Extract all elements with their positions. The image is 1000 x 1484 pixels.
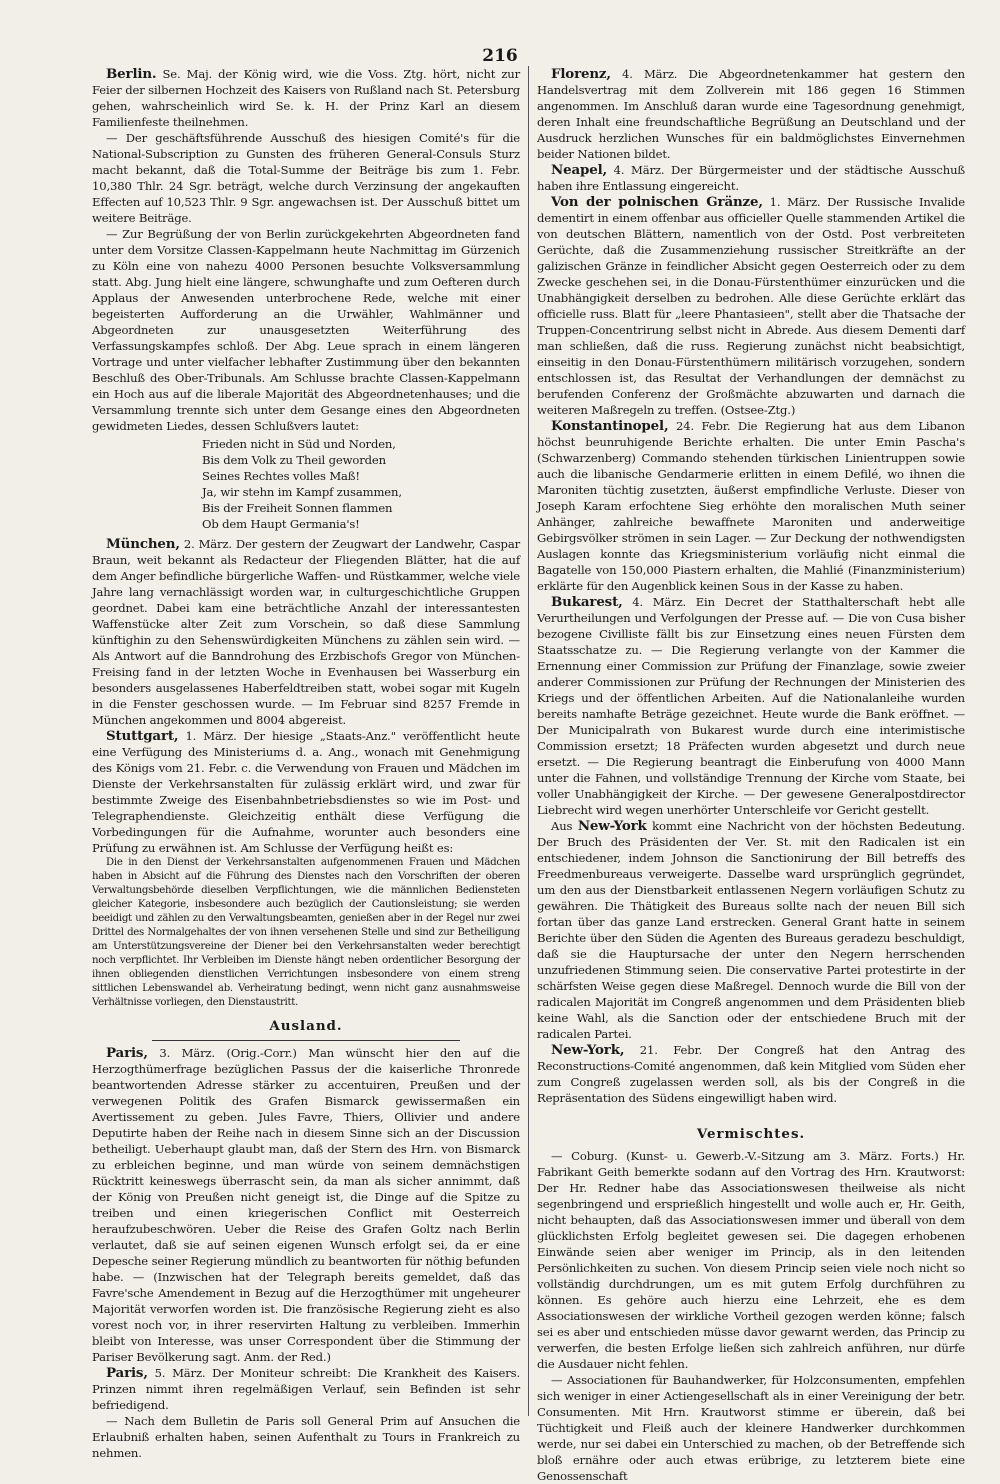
article-text: 1. März. Der Russische Invalide dementirt in einem offenbar aus officieller Quelle stammenden Artikel die von deutschen Blättern, namentlich von der Ostd. Post verbreiteten Gerüchte, daß die Zusammenziehung russischer Streitkräfte an der galizischen Gränze in feindlicher Absicht gegen Oesterreich oder zu dem Zwecke geschehen sei, in die Donau-Fürstenthümer einzurücken und die Unabhängigkeit derselben zu bedrohen. Alle diese Gerüchte erklärt das officielle russ. Blatt für „leere Phantasieen", stellt aber die Thatsache der Truppen-Concentrirung selbst nicht in Abrede. Aus diesem Dementi darf man schließen, daß die russ. Regierung zunächst nicht beabsichtigt, einseitig in den Donau-Fürstenthümern militärisch vorzugehen, sondern entschlossen ist, das Resultat der Verhandlungen der demnächst zu berufenden Conferenz der Großmächte abzuwarten und darnach die weiteren Maßregeln zu treffen. (Ostsee-Ztg.) [537,195,965,417]
article-paragraph [92,728,520,856]
article-paragraph [92,1413,520,1461]
poem-verse [202,436,520,532]
verse-line: Ja, wir stehn im Kampf zusammen, [202,485,402,499]
article-text: — Nach dem Bulletin de Paris soll General Prim auf Ansuchen die Erlaubniß erhalten haben, seinen Aufenthalt zu Tours in Frankreich zu nehmen. [92,1414,520,1460]
article-paragraph [537,1042,965,1106]
article-text: 21. Febr. Der Congreß hat den Antrag des Reconstructions-Comité angenommen, daß kein Mitglied vom Süden eher zum Congreß zugelassen werden soll, als bis der Congreß in die Repräsentation des Südens eingewilligt haben wird. [537,1043,965,1105]
dateline-prefix: Aus [551,819,573,833]
article-paragraph [537,818,965,1042]
verse-line: Seines Rechtes volles Maß! [202,469,360,483]
section-heading: Vermischtes. [696,1126,806,1142]
article-dateline: Berlin. [106,66,157,82]
article-paragraph [92,226,520,434]
section-rule [152,1040,460,1041]
article-text: 2. März. Der gestern der Zeugwart der Landwehr, Caspar Braun, weit bekannt als Redacteur der Fliegenden Blätter, hat die auf dem Anger befindliche bürgerliche Waffen- und Rüstkammer, welche viele Jahre lang vernachlässigt worden war, in culturgeschichtliche Gruppen geordnet. Dabei kam eine beträchtliche Anzahl der interessantesten Waffenstücke alter Zeit zum Vorschein, so daß diese Sammlung künftighin zu den Sehenswürdigkeiten Münchens zu zählen sein wird. — Als Antwort auf die Banndrohung des Erzbischofs Gregor von München-Freising fand in der letzten Woche in Evenhausen bei Wasserburg ein besonders ausgelassenes Haberfeldtreiben statt, wobei sogar mit Kugeln in die Fenster geschossen wurde. — Im Februar sind 8257 Fremde in München angekommen und 8004 abgereist. [92,537,520,727]
article-paragraph [92,536,520,728]
article-dateline: Bukarest, [551,594,623,610]
article-paragraph [537,418,965,594]
left-column [92,66,520,1461]
article-dateline: Stuttgart, [106,728,179,744]
article-paragraph [92,1365,520,1413]
article-dateline: Konstantinopel, [551,418,669,434]
article-dateline: Florenz, [551,66,611,82]
article-text: 4. März. Der Bürgermeister und der städtische Ausschuß haben ihre Entlassung eingereicht. [537,163,965,193]
verse-line: Bis dem Volk zu Theil geworden [202,453,386,467]
right-column [537,66,965,1484]
article-paragraph [537,594,965,818]
article-dateline: Von der polnischen Gränze, [551,194,763,210]
article-paragraph [92,66,520,130]
article-text: 4. März. Die Abgeordnetenkammer hat gestern den Handelsvertrag mit dem Zollverein mit 186 gegen 16 Stimmen angenommen. Im Anschluß daran wurde eine Tagesordnung genehmigt, deren Inhalt eine freundschaftliche Begrüßung an Deutschland und der Ausdruck herzlichen Wunsches für ein baldmöglichstes Einvernehmen beider Nationen bildet. [537,67,965,161]
article-text: — Associationen für Bauhandwerker, für Holzconsumenten, empfehlen sich weniger in einer Actiengesellschaft als in einer Vereinigung der betr. Consumenten. Mit Hrn. Krautworst stimme er überein, daß bei Tüchtigkeit und Fleiß auch der kleinere Handwerker durchkommen werde, nur sei dabei ein Unterschied zu machen, ob der Betreffende sich bloß ernähre oder auch etwas erübrige, zu letzterem biete eine Genossenschaft [537,1373,965,1483]
article-text: 4. März. Ein Decret der Statthalterschaft hebt alle Verurtheilungen und Verfolgungen der Presse auf. — Die von Cusa bisher bezogene Civilliste fällt bis zur Einsetzung eines neuen Fürsten dem Staatsschatze zu. — Die Regierung verlangte von der Kammer die Ernennung einer Commission zur Prüfung der Finanzlage, sowie zweier anderer Commissionen zur Prüfung der Rechnungen der Ministerien des Kriegs und der öffentlichen Arbeiten. Auf die Nationalanleihe wurden bereits namhafte Beträge gezeichnet. Heute wurde die Bank eröffnet. — Der Municipalrath von Bukarest wurde durch eine interimistische Commission ersetzt; 18 Präfecten wurden abgesetzt und durch neue ersetzt. — Die Regierung beantragt die Einberufung von 4000 Mann unter die Fahnen, und vollständige Trennung der Kirche vom Staate, bei voller Unabhängigkeit der Kirche. — Der gewesene Generalpostdirector Liebrecht wird wegen unerhörter Unterschleife vor Gericht gestellt. [537,595,965,817]
article-paragraph [537,66,965,162]
article-dateline: Neapel, [551,162,608,178]
article-dateline: New-York, [551,1042,625,1058]
article-dateline: Paris, [106,1365,148,1381]
verse-line: Bis der Freiheit Sonnen flammen [202,501,393,515]
article-dateline: New-York [577,818,647,834]
verse-line: Ob dem Haupt Germania's! [202,517,360,531]
article-dateline: München, [106,536,180,552]
article-dateline: Paris, [106,1045,148,1061]
article-text: 3. März. (Orig.-Corr.) Man wünscht hier den auf die Herzogthümerfrage bezüglichen Passus der die kaiserliche Thronrede beantwortenden Adresse stärker zu accentuiren, Preußen und der verwegenen Politik des Grafen Bismarck gewissermaßen ein Avertissement zu geben. Jules Favre, Thiers, Ollivier und andere Deputirte haben der Reihe nach in diesem Sinne sich an der Discussion betheiligt. Ueberhaupt glaubt man, daß der Stern des Hrn. von Bismarck zu erbleichen beginne, und man würde von seinem demnächstigen Rücktritt keineswegs überrascht sein, da man als sicher annimmt, daß der König von Preußen nicht geneigt ist, die Dinge auf die Spitze zu treiben und einen kriegerischen Conflict mit Oesterreich heraufzubeschwören. Ueber die Reise des Grafen Goltz nach Berlin verlautet, daß sie auf seinen eigenen Wunsch erfolgt sei, da er eine Depesche seiner Regierung mündlich zu beantworten für nöthig befunden habe. — (Inzwischen hat der Telegraph bereits gemeldet, daß das Favre'sche Amendement in Bezug auf die Herzogthümer mit ungeheurer Majorität verworfen worden ist. Die französische Regierung zieht es also vorest noch vor, in ihrer reservirten Haltung zu verbleiben. Immerhin bleibt von Interesse, was unser Correspondent über die Stimmung der Pariser Bevölkerung sagt. Anm. der Red.) [92,1046,520,1364]
article-text: — Coburg. (Kunst- u. Gewerb.-V.-Sitzung am 3. März. Forts.) Hr. Fabrikant Geith bemerkte sodann auf den Vortrag des Hrn. Krautworst: Der Hr. Redner habe das Associationswesen theilweise als nicht segenbringend und ersprießlich hingestellt und wolle auch er, Hr. Geith, nicht behaupten, daß das Associationswesen immer und überall von dem glücklichsten Erfolg begleitet gewesen sei. Die dagegen erhobenen Einwände seien aber weniger im Princip, als in den leitenden Persönlichkeiten zu suchen. Von diesem Princip seien viele noch nicht so vollständig durchdrungen, um es mit gutem Erfolg durchführen zu können. Es gehöre auch hierzu eine Lehrzeit, ehe es dem Associationswesen der wirkliche Vortheil gezogen werden könne; falsch sei es aber und entschieden müsse davor gewarnt werden, das Princip zu verwerfen, die besten Erfolge ließen sich zahlreich anführen, nur dürfe die Ausdauer nicht fehlen. [537,1149,965,1371]
page-number: 216 [482,46,518,66]
article-text: — Zur Begrüßung der von Berlin zurückgekehrten Abgeordneten fand unter dem Vorsitze Classen-Kappelmann heute Nachmittag im Gürzenich zu Köln eine von nahezu 4000 Personen besuchte Volksversammlung statt. Abg. Jung hielt eine längere, schwunghafte und zum Oefteren durch Applaus der Anwesenden unterbrochene Rede, welche mit einer begeisterten Aufforderung an die Urwähler, Wahlmänner und Abgeordneten zur unausgesetzten Weiterführung des Verfassungskampfes schloß. Der Abg. Leue sprach in einem längeren Vortrage und unter vielfacher lebhafter Zustimmung über den bekannten Beschluß des Ober-Tribunals. Am Schlusse brachte Classen-Kappelmann ein Hoch aus auf die liberale Majorität des Abgeordnetenhauses; und die Versammlung trennte sich unter dem Gesange eines den Abgeordneten gewidmeten Liedes, dessen Schlußvers lautet: [92,227,520,433]
article-paragraph [537,1372,965,1484]
column-divider [528,66,529,1416]
article-paragraph [537,194,965,418]
article-paragraph [537,162,965,194]
article-text: Se. Maj. der König wird, wie die Voss. Ztg. hört, nicht zur Feier der silbernen Hochzeit des Kaisers von Rußland nach St. Petersburg gehen, wahrscheinlich wird Se. k. H. der Prinz Karl an diesem Familienfeste theilnehmen. [92,67,520,129]
quoted-regulation: Die in den Dienst der Verkehrsanstalten aufgenommenen Frauen und Mädchen haben in Absicht auf die Führung des Dienstes nach den Vorschriften der oberen Verwaltungsbehörde dieselben Verpflichtungen, wie die männlichen Bediensteten gleicher Kategorie, insbesondere auch bezüglich der Cautionsleistung; sie werden beeidigt und zählen zu den Verwaltungsbeamten, genießen aber in der Regel nur zwei Drittel des Normalgehaltes der von ihnen versehenen Stelle und sind zur Betheiligung am Unterstützungsvereine der Diener bei den Verkehrsanstalten weder berechtigt noch verpflichtet. Ihr Verbleiben im Dienste hängt neben ordentlicher Besorgung der ihnen obliegenden dienstlichen Verrichtungen insbesondere von einem streng sittlichen Lebenswandel ab. Verheiratung bedingt, wenn nicht ganz ausnahmsweise Verhältnisse vorliegen, den Dienstaustritt. [92,857,520,1008]
article-text: 1. März. Der hiesige „Staats-Anz." veröffentlicht heute eine Verfügung des Ministeriums d. a. Ang., wonach mit Genehmigung des Königs vom 21. Febr. c. die Verwendung von Frauen und Mädchen im Dienste der Verkehrsanstalten für zulässig erklärt wird, und zwar für bestimmte Zweige des Eisenbahnbetriebsdienstes so wie im Post- und Telegraphendienste. Gleichzeitig enthält diese Verfügung die Vorbedingungen für die Aufnahme, worunter auch besonders eine Prüfung zu erwähnen ist. Am Schlusse der Verfügung heißt es: [92,729,520,855]
article-paragraph [537,1148,965,1372]
article-text: 24. Febr. Die Regierung hat aus dem Libanon höchst beunruhigende Berichte erhalten. Die unter Emin Pascha's (Schwarzenberg) Commando stehenden türkischen Linientruppen sowie auch die libanische Gendarmerie erlitten in einem Defilé, wo ihnen die Maroniten tüchtig zusetzten, äußerst empfindliche Verluste. Dieser von Joseph Karam erfochtene Sieg erhöhte den moralischen Muth seiner Anhänger, zahlreiche bewaffnete Maroniten und anderweitige Gebirgsvölker strömen in sein Lager. — Zur Deckung der nothwendigsten Auslagen konnte das Kriegsministerium vorläufig nicht einmal die Bagatelle von 150,000 Piastern erhalten, die Mahlié (Finanzministerium) erklärte für den Augenblick keinen Sous in der Kasse zu haben. [537,419,965,593]
article-text: — Der geschäftsführende Ausschuß des hiesigen Comité's für die National-Subscription zu Gunsten des früheren General-Consuls Sturz macht bekannt, daß die Total-Summe der Beiträge bis zum 1. Febr. 10,380 Thlr. 24 Sgr. beträgt, welche durch Verzinsung der angekauften Effecten auf 10,523 Thlr. 9 Sgr. angewachsen ist. Der Ausschuß bittet um weitere Beiträge. [92,131,520,225]
article-text: 5. März. Der Moniteur schreibt: Die Krankheit des Kaisers. Prinzen nimmt ihren regelmäßigen Verlauf, sein Befinden ist sehr befriedigend. [92,1366,520,1412]
verse-line: Frieden nicht in Süd und Norden, [202,437,396,451]
article-paragraph [92,130,520,226]
section-heading: Ausland. [269,1018,343,1034]
article-paragraph [92,1045,520,1365]
article-text: kommt eine Nachricht von der höchsten Bedeutung. Der Bruch des Präsidenten der Ver. St. mit den Radicalen ist ein entschiedener, indem Johnson die Sanctionirung der Bill betreffs des Freedmenbureaus verweigerte. Dasselbe ward ursprünglich gegründet, um den aus der Dienstbarkeit entlassenen Negern vorläufigen Schutz zu gewähren. Die Thätigkeit des Bureaus sollte nach der neuen Bill sich fortan über das ganze Land erstrecken. General Grant hatte in seinem Berichte über den Süden die Agenten des Bureaus geradezu beschuldigt, daß sie die Hauptursache der unter den Negern herrschenden unzufriedenen Stimmung seien. Die conservative Partei protestirte in der schärfsten Weise gegen diese Maßregel. Dennoch wurde die Bill von der radicalen Majorität im Congreß angenommen und dem Präsidenten blieb keine Wahl, als die Sanction oder der entschiedene Bruch mit der radicalen Partei. [537,819,965,1041]
